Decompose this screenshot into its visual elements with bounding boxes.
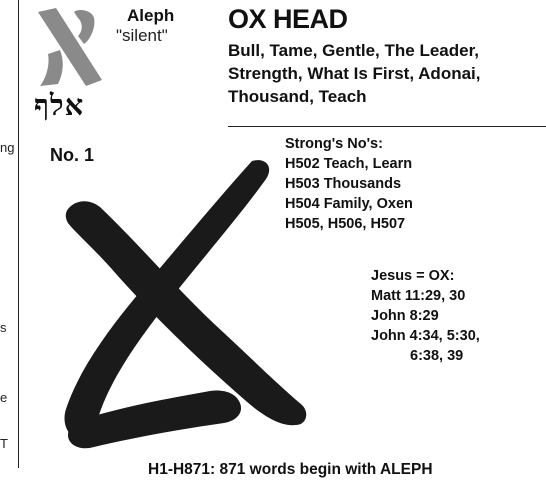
letter-number: No. 1 — [50, 145, 95, 165]
scripture-ref: John 4:34, 5:30, — [371, 328, 480, 344]
jesus-heading: Jesus = OX: — [371, 268, 455, 284]
margin-fragment: e — [0, 390, 8, 405]
strongs-entry: H503 Thousands — [285, 176, 402, 192]
strongs-entry: H502 Teach, Learn — [285, 156, 413, 172]
page-title: OX HEAD — [228, 4, 348, 34]
meaning-line: Strength, What Is First, Adonai, — [228, 64, 481, 83]
margin-divider — [18, 0, 19, 468]
meaning-line: Bull, Tame, Gentle, The Leader, — [228, 41, 479, 60]
scripture-ref: 6:38, 39 — [410, 348, 464, 364]
section-divider — [228, 126, 546, 127]
strongs-heading: Strong's No's: — [285, 136, 383, 152]
scripture-ref: John 8:29 — [371, 308, 439, 324]
strongs-entry: H504 Family, Oxen — [285, 196, 413, 212]
scripture-ref: Matt 11:29, 30 — [371, 288, 466, 304]
meaning-line: Thousand, Teach — [228, 87, 367, 106]
letter-name: Aleph — [127, 6, 175, 25]
aleph-letter-icon — [34, 6, 106, 88]
margin-fragment: T — [0, 436, 8, 451]
margin-fragment: ng — [0, 140, 15, 155]
margin-fragment: s — [0, 320, 7, 335]
strongs-entry: H505, H506, H507 — [285, 216, 406, 232]
hebrew-word: אלף — [34, 88, 85, 122]
letter-pronunciation: "silent" — [116, 26, 168, 45]
footer-note: H1-H871: 871 words begin with ALEPH — [148, 461, 433, 478]
